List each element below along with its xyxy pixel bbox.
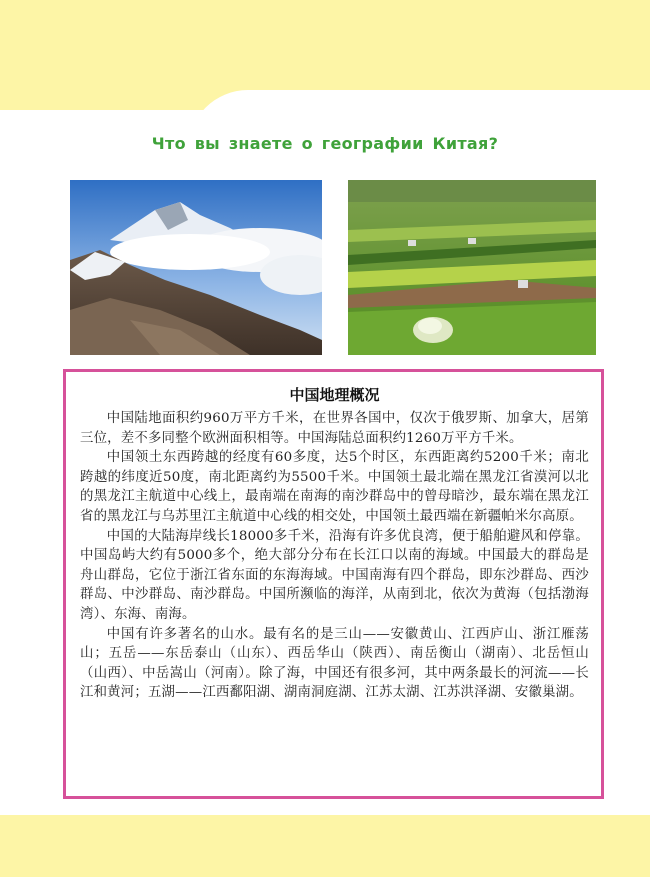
article-paragraph: 中国领土东西跨越的经度有60多度，达5个时区，东西距离约5200千米；南北跨越的纬度近50度，南北距离约为5500千米。中国领土最北端在黑龙江省漠河以北的黑龙江主航道中心线上，最南端在南海的南沙群岛中的曾母暗沙，最东端在黑龙江省的黑龙江与乌苏里江主航道中心线的相交处，中国领土最西端在新疆帕米尔高原。 [80,450,589,524]
grassland-photo [348,180,596,355]
article-paragraph: 中国有许多著名的山水。最有名的是三山——安徽黄山、江西庐山、浙江雁荡山；五岳——东岳泰山（山东）、西岳华山（陕西）、南岳衡山（湖南）、北岳恒山（山西）、中岳嵩山（河南）。除了海，中国还有很多河，其中两条最长的河流——长江和黄河；五湖——江西鄱阳湖、湖南洞庭湖、江苏太湖、江苏洪泽湖、安徽巢湖。 [80,626,589,701]
article-paragraph: 中国陆地面积约960万平方千米，在世界各国中，仅次于俄罗斯、加拿大，居第三位，差不多同整个欧洲面积相等。中国海陆总面积约1260万平方千米。 [80,411,589,446]
page-title: Что вы знаете о географии Китая? [151,134,499,153]
mountain-photo [70,180,322,355]
article-box [63,369,604,799]
article-heading: 中国地理概况 [289,386,380,404]
article-paragraph: 中国的大陆海岸线长18000多千米，沿海有许多优良湾，便于船舶避风和停靠。中国岛屿大约有5000多个，绝大部分分布在长江口以南的海域。中国最大的群岛是舟山群岛，它位于浙江省东面的东海海域。中国南海有四个群岛，即东沙群岛、西沙群岛、中沙群岛、南沙群岛。中国所濒临的海洋，从南到北，依次为黄海（包括渤海湾）、东海、南海。 [80,528,589,622]
